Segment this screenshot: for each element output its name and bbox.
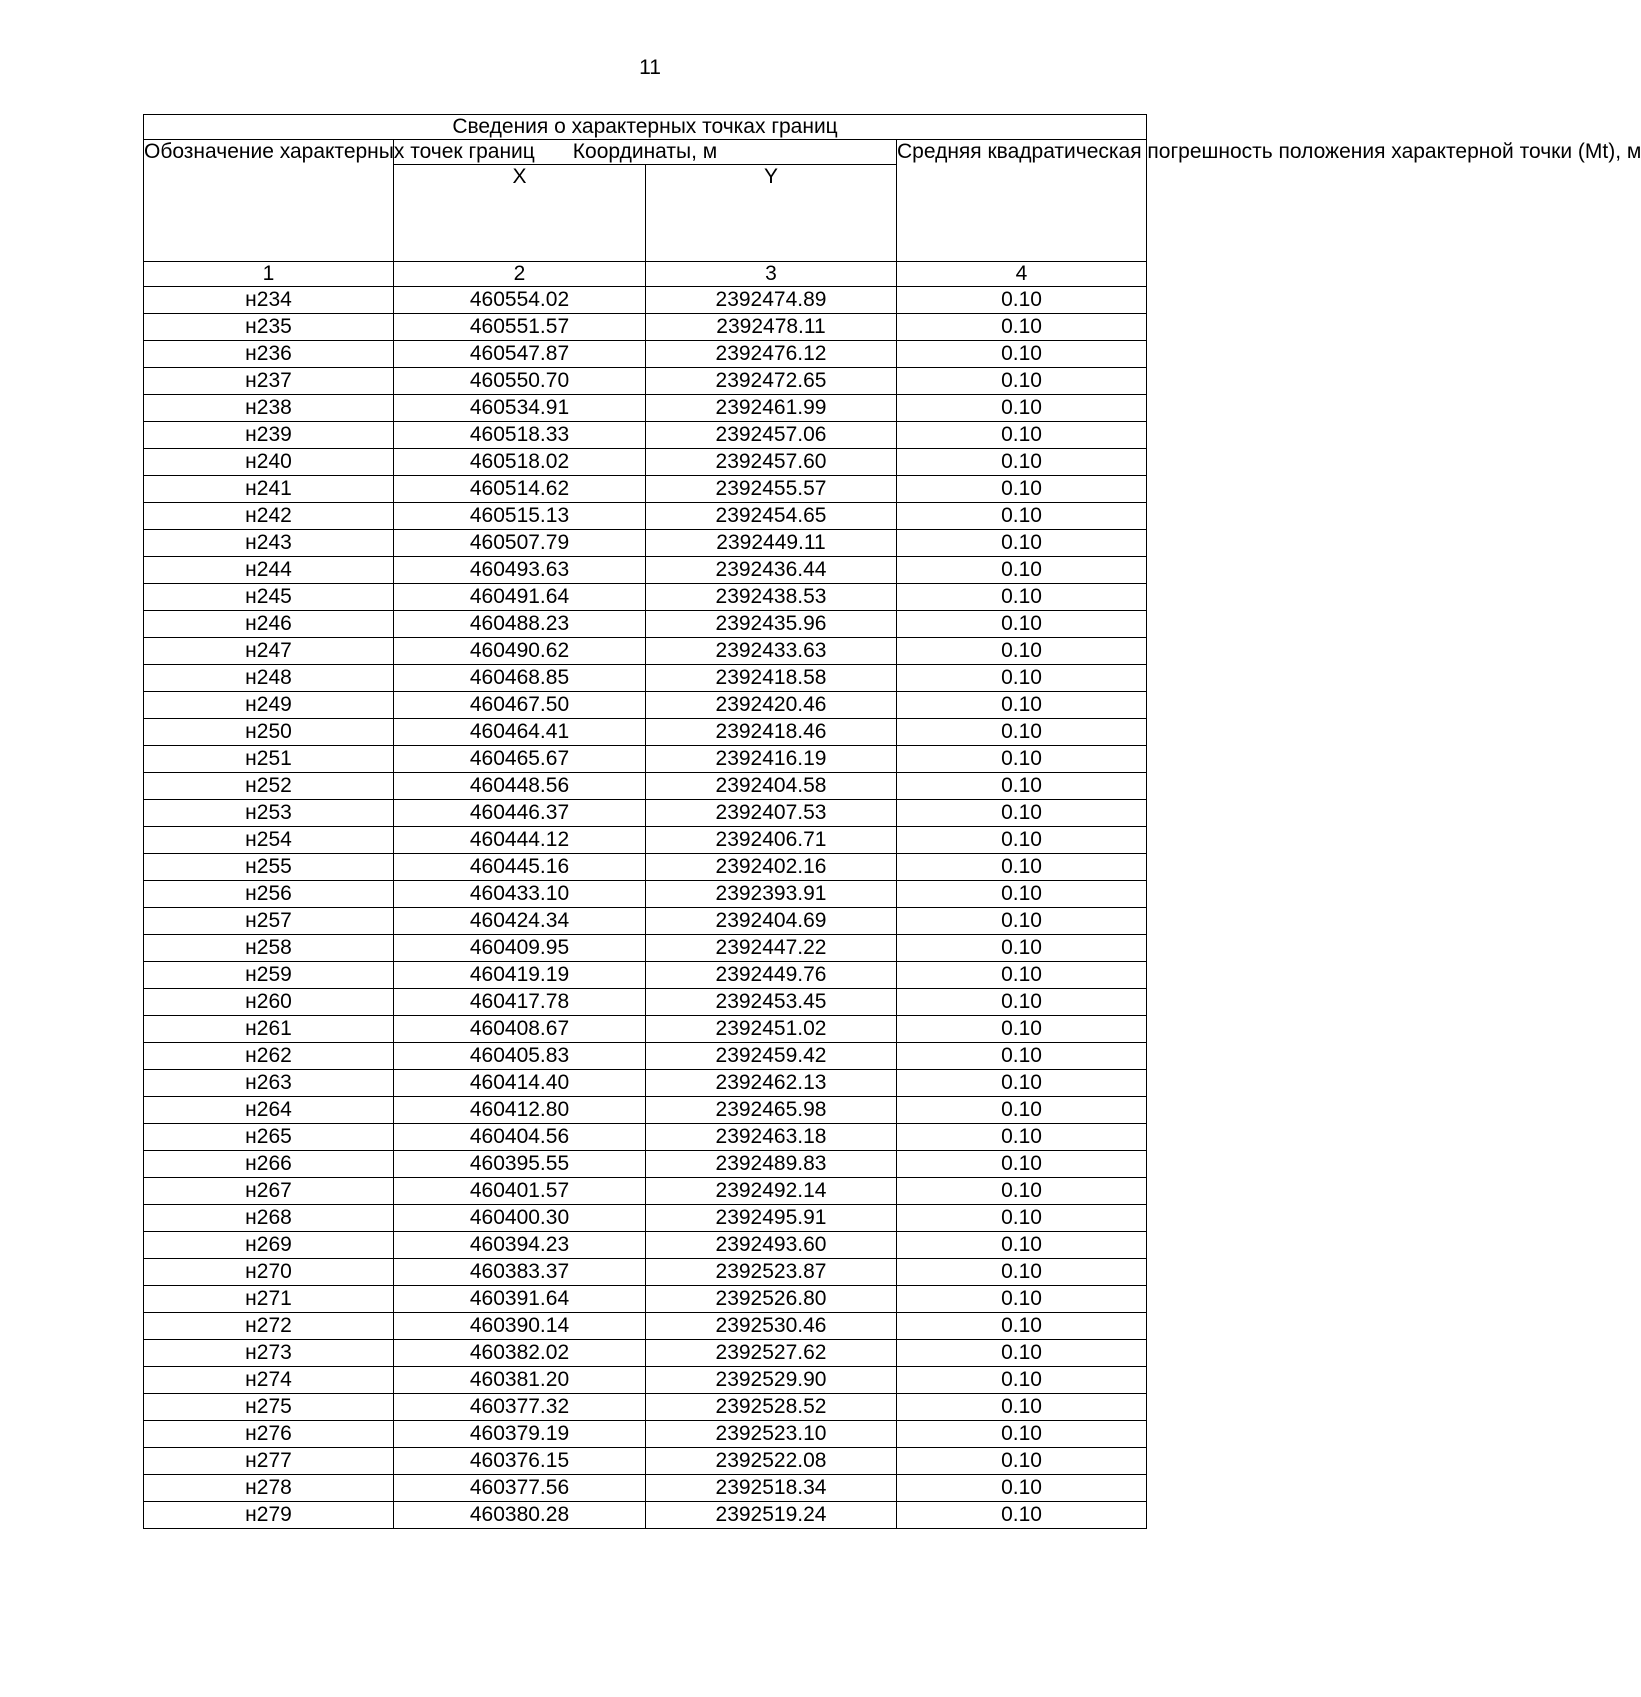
coordinate-y-cell: 2392493.60 (646, 1232, 897, 1259)
coordinate-y-cell: 2392418.58 (646, 665, 897, 692)
table-row (144, 746, 1147, 773)
header-x: X (394, 165, 646, 262)
coordinate-x-cell: 460444.12 (394, 827, 646, 854)
table-row (144, 422, 1147, 449)
coordinate-y-cell: 2392404.69 (646, 908, 897, 935)
point-designation-cell: н273 (144, 1340, 394, 1367)
mean-square-error-cell: 0.10 (897, 908, 1147, 935)
coordinate-y-cell: 2392402.16 (646, 854, 897, 881)
mean-square-error-cell: 0.10 (897, 557, 1147, 584)
coordinate-x-cell: 460445.16 (394, 854, 646, 881)
coordinate-x-cell: 460404.56 (394, 1124, 646, 1151)
table-row (144, 1043, 1147, 1070)
coordinate-x-cell: 460383.37 (394, 1259, 646, 1286)
coordinate-x-cell: 460515.13 (394, 503, 646, 530)
point-designation-cell: н261 (144, 1016, 394, 1043)
coordinate-x-cell: 460491.64 (394, 584, 646, 611)
table-row (144, 611, 1147, 638)
point-designation-cell: н246 (144, 611, 394, 638)
mean-square-error-cell: 0.10 (897, 989, 1147, 1016)
table-body (144, 287, 1147, 1529)
point-designation-cell: н245 (144, 584, 394, 611)
column-number: 3 (646, 262, 897, 287)
coordinate-x-cell: 460448.56 (394, 773, 646, 800)
point-designation-cell: н251 (144, 746, 394, 773)
coordinate-x-cell: 460465.67 (394, 746, 646, 773)
coordinate-x-cell: 460433.10 (394, 881, 646, 908)
mean-square-error-cell: 0.10 (897, 746, 1147, 773)
coordinate-y-cell: 2392459.42 (646, 1043, 897, 1070)
table-row (144, 1097, 1147, 1124)
coordinate-x-cell: 460468.85 (394, 665, 646, 692)
mean-square-error-cell: 0.10 (897, 1340, 1147, 1367)
mean-square-error-cell: 0.10 (897, 530, 1147, 557)
coordinate-y-cell: 2392461.99 (646, 395, 897, 422)
coordinate-x-cell: 460381.20 (394, 1367, 646, 1394)
table-row (144, 1286, 1147, 1313)
coordinate-y-cell: 2392404.58 (646, 773, 897, 800)
mean-square-error-cell: 0.10 (897, 1394, 1147, 1421)
mean-square-error-cell: 0.10 (897, 476, 1147, 503)
point-designation-cell: н278 (144, 1475, 394, 1502)
table-row (144, 314, 1147, 341)
coordinate-y-cell: 2392462.13 (646, 1070, 897, 1097)
coordinate-y-cell: 2392407.53 (646, 800, 897, 827)
coordinate-y-cell: 2392393.91 (646, 881, 897, 908)
point-designation-cell: н235 (144, 314, 394, 341)
mean-square-error-cell: 0.10 (897, 773, 1147, 800)
header-coordinates: Координаты, м (394, 140, 897, 165)
coordinate-x-cell: 460400.30 (394, 1205, 646, 1232)
coordinate-y-cell: 2392433.63 (646, 638, 897, 665)
table-row (144, 368, 1147, 395)
table-row (144, 503, 1147, 530)
boundary-points-table (143, 114, 1641, 1529)
point-designation-cell: н271 (144, 1286, 394, 1313)
point-designation-cell: н259 (144, 962, 394, 989)
column-number: 4 (897, 262, 1147, 287)
point-designation-cell: н263 (144, 1070, 394, 1097)
table-row (144, 287, 1147, 314)
point-designation-cell: н279 (144, 1502, 394, 1529)
mean-square-error-cell: 0.10 (897, 314, 1147, 341)
point-designation-cell: н237 (144, 368, 394, 395)
coordinate-y-cell: 2392457.06 (646, 422, 897, 449)
point-designation-cell: н277 (144, 1448, 394, 1475)
coordinate-x-cell: 460394.23 (394, 1232, 646, 1259)
point-designation-cell: н258 (144, 935, 394, 962)
point-designation-cell: н265 (144, 1124, 394, 1151)
header-y: Y (646, 165, 897, 262)
page-number: 11 (639, 56, 661, 79)
coordinate-y-cell: 2392420.46 (646, 692, 897, 719)
coordinate-y-cell: 2392472.65 (646, 368, 897, 395)
coordinate-x-cell: 460534.91 (394, 395, 646, 422)
coordinate-x-cell: 460490.62 (394, 638, 646, 665)
point-designation-cell: н270 (144, 1259, 394, 1286)
table-row (144, 665, 1147, 692)
coordinate-x-cell: 460380.28 (394, 1502, 646, 1529)
table-row (144, 395, 1147, 422)
point-designation-cell: н239 (144, 422, 394, 449)
point-designation-cell: н274 (144, 1367, 394, 1394)
coordinate-x-cell: 460409.95 (394, 935, 646, 962)
mean-square-error-cell: 0.10 (897, 962, 1147, 989)
coordinate-y-cell: 2392474.89 (646, 287, 897, 314)
coordinate-y-cell: 2392518.34 (646, 1475, 897, 1502)
mean-square-error-cell: 0.10 (897, 1070, 1147, 1097)
point-designation-cell: н252 (144, 773, 394, 800)
table-row (144, 1259, 1147, 1286)
table-row (144, 1475, 1147, 1502)
coordinate-x-cell: 460514.62 (394, 476, 646, 503)
column-number: 2 (394, 262, 646, 287)
table-row (144, 800, 1147, 827)
coordinate-y-cell: 2392463.18 (646, 1124, 897, 1151)
coordinate-y-cell: 2392519.24 (646, 1502, 897, 1529)
coordinate-x-cell: 460550.70 (394, 368, 646, 395)
coordinate-x-cell: 460518.33 (394, 422, 646, 449)
coordinate-x-cell: 460464.41 (394, 719, 646, 746)
table-row (144, 341, 1147, 368)
coordinate-y-cell: 2392492.14 (646, 1178, 897, 1205)
point-designation-cell: н272 (144, 1313, 394, 1340)
table-row (144, 1502, 1147, 1529)
table-row (144, 1367, 1147, 1394)
coordinate-y-cell: 2392489.83 (646, 1151, 897, 1178)
coordinate-y-cell: 2392435.96 (646, 611, 897, 638)
header-designation: Обозначение характерных точек границ (144, 140, 394, 262)
table-row (144, 557, 1147, 584)
mean-square-error-cell: 0.10 (897, 1313, 1147, 1340)
coordinate-y-cell: 2392495.91 (646, 1205, 897, 1232)
point-designation-cell: н275 (144, 1394, 394, 1421)
header-mean-square-error: Средняя квадратическая погрешность положения характерной точки (Mt), м (897, 140, 1147, 262)
point-designation-cell: н250 (144, 719, 394, 746)
mean-square-error-cell: 0.10 (897, 1043, 1147, 1070)
coordinate-y-cell: 2392455.57 (646, 476, 897, 503)
coordinate-x-cell: 460379.19 (394, 1421, 646, 1448)
coordinate-x-cell: 460467.50 (394, 692, 646, 719)
mean-square-error-cell: 0.10 (897, 1448, 1147, 1475)
mean-square-error-cell: 0.10 (897, 692, 1147, 719)
coordinate-x-cell: 460412.80 (394, 1097, 646, 1124)
table-row (144, 1070, 1147, 1097)
coordinate-x-cell: 460377.32 (394, 1394, 646, 1421)
coordinate-y-cell: 2392523.87 (646, 1259, 897, 1286)
mean-square-error-cell: 0.10 (897, 1097, 1147, 1124)
coordinate-x-cell: 460493.63 (394, 557, 646, 584)
point-designation-cell: н241 (144, 476, 394, 503)
coordinate-y-cell: 2392436.44 (646, 557, 897, 584)
table-row (144, 719, 1147, 746)
point-designation-cell: н240 (144, 449, 394, 476)
mean-square-error-cell: 0.10 (897, 881, 1147, 908)
table-row (144, 1232, 1147, 1259)
point-designation-cell: н234 (144, 287, 394, 314)
point-designation-cell: н256 (144, 881, 394, 908)
coordinate-x-cell: 460395.55 (394, 1151, 646, 1178)
table-row (144, 773, 1147, 800)
table-row (144, 908, 1147, 935)
mean-square-error-cell: 0.10 (897, 1286, 1147, 1313)
coordinate-x-cell: 460424.34 (394, 908, 646, 935)
mean-square-error-cell: 0.10 (897, 1475, 1147, 1502)
coordinate-y-cell: 2392449.76 (646, 962, 897, 989)
table-row (144, 1313, 1147, 1340)
table-row (144, 1151, 1147, 1178)
point-designation-cell: н262 (144, 1043, 394, 1070)
coordinate-x-cell: 460488.23 (394, 611, 646, 638)
mean-square-error-cell: 0.10 (897, 719, 1147, 746)
point-designation-cell: н242 (144, 503, 394, 530)
coordinate-y-cell: 2392522.08 (646, 1448, 897, 1475)
coordinate-x-cell: 460547.87 (394, 341, 646, 368)
coordinate-x-cell: 460417.78 (394, 989, 646, 1016)
point-designation-cell: н254 (144, 827, 394, 854)
coordinate-x-cell: 460401.57 (394, 1178, 646, 1205)
coordinate-y-cell: 2392438.53 (646, 584, 897, 611)
table-row (144, 1340, 1147, 1367)
coordinate-y-cell: 2392465.98 (646, 1097, 897, 1124)
table-row (144, 1394, 1147, 1421)
table-row (144, 881, 1147, 908)
mean-square-error-cell: 0.10 (897, 935, 1147, 962)
table-row (144, 449, 1147, 476)
point-designation-cell: н276 (144, 1421, 394, 1448)
coordinate-x-cell: 460554.02 (394, 287, 646, 314)
mean-square-error-cell: 0.10 (897, 1232, 1147, 1259)
table-row (144, 530, 1147, 557)
coordinate-y-cell: 2392418.46 (646, 719, 897, 746)
table-row (144, 1205, 1147, 1232)
point-designation-cell: н257 (144, 908, 394, 935)
mean-square-error-cell: 0.10 (897, 854, 1147, 881)
coordinate-y-cell: 2392476.12 (646, 341, 897, 368)
point-designation-cell: н236 (144, 341, 394, 368)
mean-square-error-cell: 0.10 (897, 827, 1147, 854)
mean-square-error-cell: 0.10 (897, 422, 1147, 449)
coordinate-x-cell: 460414.40 (394, 1070, 646, 1097)
mean-square-error-cell: 0.10 (897, 1151, 1147, 1178)
coordinate-y-cell: 2392529.90 (646, 1367, 897, 1394)
mean-square-error-cell: 0.10 (897, 665, 1147, 692)
mean-square-error-cell: 0.10 (897, 611, 1147, 638)
mean-square-error-cell: 0.10 (897, 800, 1147, 827)
mean-square-error-cell: 0.10 (897, 395, 1147, 422)
point-designation-cell: н268 (144, 1205, 394, 1232)
mean-square-error-cell: 0.10 (897, 1205, 1147, 1232)
coordinate-y-cell: 2392478.11 (646, 314, 897, 341)
mean-square-error-cell: 0.10 (897, 584, 1147, 611)
coordinate-x-cell: 460408.67 (394, 1016, 646, 1043)
coordinate-y-cell: 2392406.71 (646, 827, 897, 854)
table-row (144, 935, 1147, 962)
point-designation-cell: н264 (144, 1097, 394, 1124)
table-row (144, 827, 1147, 854)
coordinate-x-cell: 460377.56 (394, 1475, 646, 1502)
coordinate-y-cell: 2392457.60 (646, 449, 897, 476)
coordinate-y-cell: 2392453.45 (646, 989, 897, 1016)
table-row (144, 1448, 1147, 1475)
table-title: Сведения о характерных точках границ (144, 115, 1147, 140)
table-row (144, 692, 1147, 719)
coordinate-y-cell: 2392416.19 (646, 746, 897, 773)
table-row (144, 854, 1147, 881)
mean-square-error-cell: 0.10 (897, 449, 1147, 476)
mean-square-error-cell: 0.10 (897, 1502, 1147, 1529)
coordinate-y-cell: 2392454.65 (646, 503, 897, 530)
coordinate-y-cell: 2392523.10 (646, 1421, 897, 1448)
point-designation-cell: н244 (144, 557, 394, 584)
point-designation-cell: н247 (144, 638, 394, 665)
point-designation-cell: н253 (144, 800, 394, 827)
point-designation-cell: н267 (144, 1178, 394, 1205)
point-designation-cell: н238 (144, 395, 394, 422)
coordinate-x-cell: 460518.02 (394, 449, 646, 476)
table-row (144, 1178, 1147, 1205)
coordinate-x-cell: 460507.79 (394, 530, 646, 557)
coordinate-y-cell: 2392528.52 (646, 1394, 897, 1421)
coordinate-y-cell: 2392449.11 (646, 530, 897, 557)
mean-square-error-cell: 0.10 (897, 1421, 1147, 1448)
mean-square-error-cell: 0.10 (897, 341, 1147, 368)
table-row (144, 1124, 1147, 1151)
coordinate-x-cell: 460419.19 (394, 962, 646, 989)
table-row (144, 1016, 1147, 1043)
mean-square-error-cell: 0.10 (897, 1124, 1147, 1151)
mean-square-error-cell: 0.10 (897, 1367, 1147, 1394)
mean-square-error-cell: 0.10 (897, 368, 1147, 395)
point-designation-cell: н249 (144, 692, 394, 719)
point-designation-cell: н248 (144, 665, 394, 692)
coordinate-x-cell: 460391.64 (394, 1286, 646, 1313)
mean-square-error-cell: 0.10 (897, 1178, 1147, 1205)
coordinate-x-cell: 460446.37 (394, 800, 646, 827)
table-row (144, 476, 1147, 503)
column-number: 1 (144, 262, 394, 287)
table-row (144, 962, 1147, 989)
coordinate-y-cell: 2392447.22 (646, 935, 897, 962)
coordinate-y-cell: 2392451.02 (646, 1016, 897, 1043)
coordinate-x-cell: 460405.83 (394, 1043, 646, 1070)
table-row (144, 638, 1147, 665)
coordinate-x-cell: 460382.02 (394, 1340, 646, 1367)
point-designation-cell: н255 (144, 854, 394, 881)
point-designation-cell: н260 (144, 989, 394, 1016)
table-row (144, 989, 1147, 1016)
coordinate-y-cell: 2392526.80 (646, 1286, 897, 1313)
mean-square-error-cell: 0.10 (897, 638, 1147, 665)
mean-square-error-cell: 0.10 (897, 503, 1147, 530)
point-designation-cell: н243 (144, 530, 394, 557)
mean-square-error-cell: 0.10 (897, 287, 1147, 314)
coordinate-x-cell: 460376.15 (394, 1448, 646, 1475)
mean-square-error-cell: 0.10 (897, 1016, 1147, 1043)
mean-square-error-cell: 0.10 (897, 1259, 1147, 1286)
coordinate-y-cell: 2392527.62 (646, 1340, 897, 1367)
coordinate-x-cell: 460390.14 (394, 1313, 646, 1340)
point-designation-cell: н266 (144, 1151, 394, 1178)
coordinate-x-cell: 460551.57 (394, 314, 646, 341)
coordinate-y-cell: 2392530.46 (646, 1313, 897, 1340)
table-row (144, 1421, 1147, 1448)
table-row (144, 584, 1147, 611)
point-designation-cell: н269 (144, 1232, 394, 1259)
